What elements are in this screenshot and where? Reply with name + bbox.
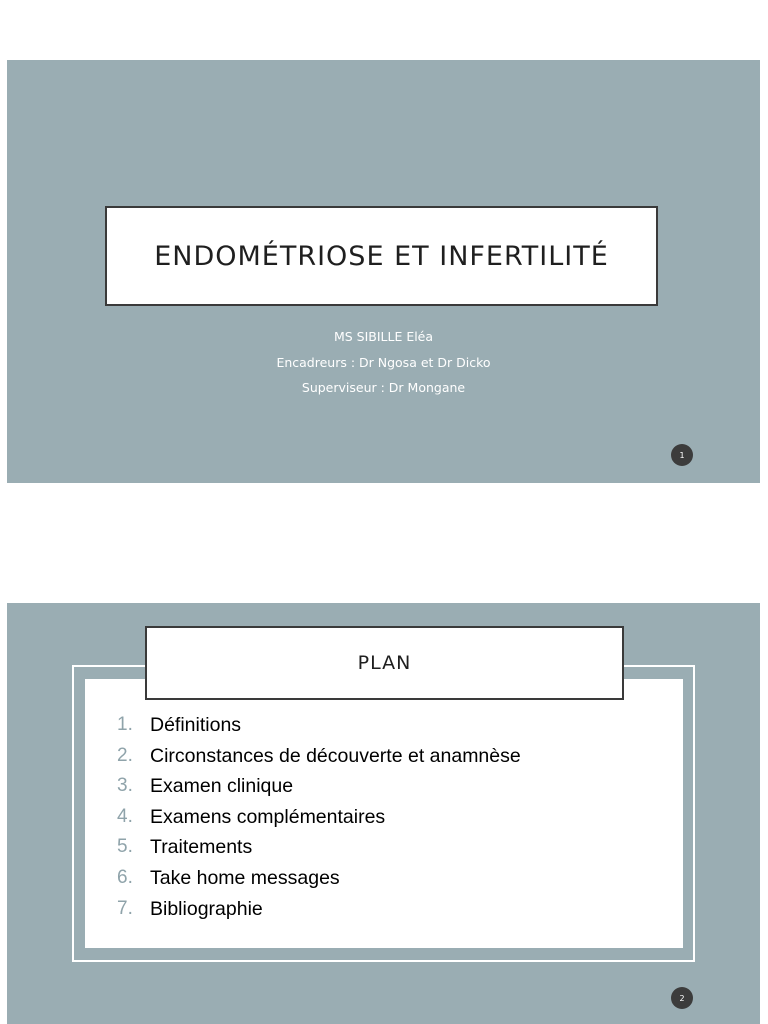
list-item-number: 4. — [117, 805, 133, 827]
plan-title: PLAN — [357, 652, 412, 674]
slide-title: ENDOMÉTRIOSE ET INFERTILITÉ — [154, 240, 609, 272]
page-number-badge: 1 — [671, 444, 693, 466]
list-item-label: Examen clinique — [150, 775, 294, 798]
list-item-label: Examens complémentaires — [150, 805, 386, 828]
list-item — [117, 832, 521, 863]
slide-2 — [7, 603, 760, 1024]
list-item-number: 1. — [117, 714, 133, 735]
list-item-number: 6. — [117, 866, 133, 888]
plan-title-box — [145, 626, 624, 700]
list-item-number: 2. — [117, 744, 133, 766]
plan-list — [117, 710, 521, 924]
page-number-badge: 2 — [671, 987, 693, 1009]
list-item-number: 5. — [117, 836, 133, 858]
title-box — [105, 206, 658, 306]
list-item-label: Circonstances de découverte et anamnèse — [150, 744, 521, 767]
supervisors-line: Encadreurs : Dr Ngosa et Dr Dicko — [276, 355, 491, 370]
supervisor-line: Superviseur : Dr Mongane — [301, 380, 466, 395]
list-item-number: 7. — [117, 897, 133, 919]
slide-1 — [7, 60, 760, 483]
list-item-label: Bibliographie — [150, 897, 263, 920]
list-item-label: Définitions — [150, 714, 242, 736]
list-item-number: 3. — [117, 775, 133, 797]
list-item-label: Take home messages — [150, 866, 340, 889]
list-item — [117, 710, 521, 741]
list-item — [117, 894, 521, 925]
list-item — [117, 741, 521, 772]
list-item — [117, 771, 521, 802]
author-name: MS SIBILLE Eléa — [333, 329, 434, 344]
list-item-label: Traitements — [150, 836, 253, 859]
list-item — [117, 863, 521, 894]
list-item — [117, 802, 521, 833]
